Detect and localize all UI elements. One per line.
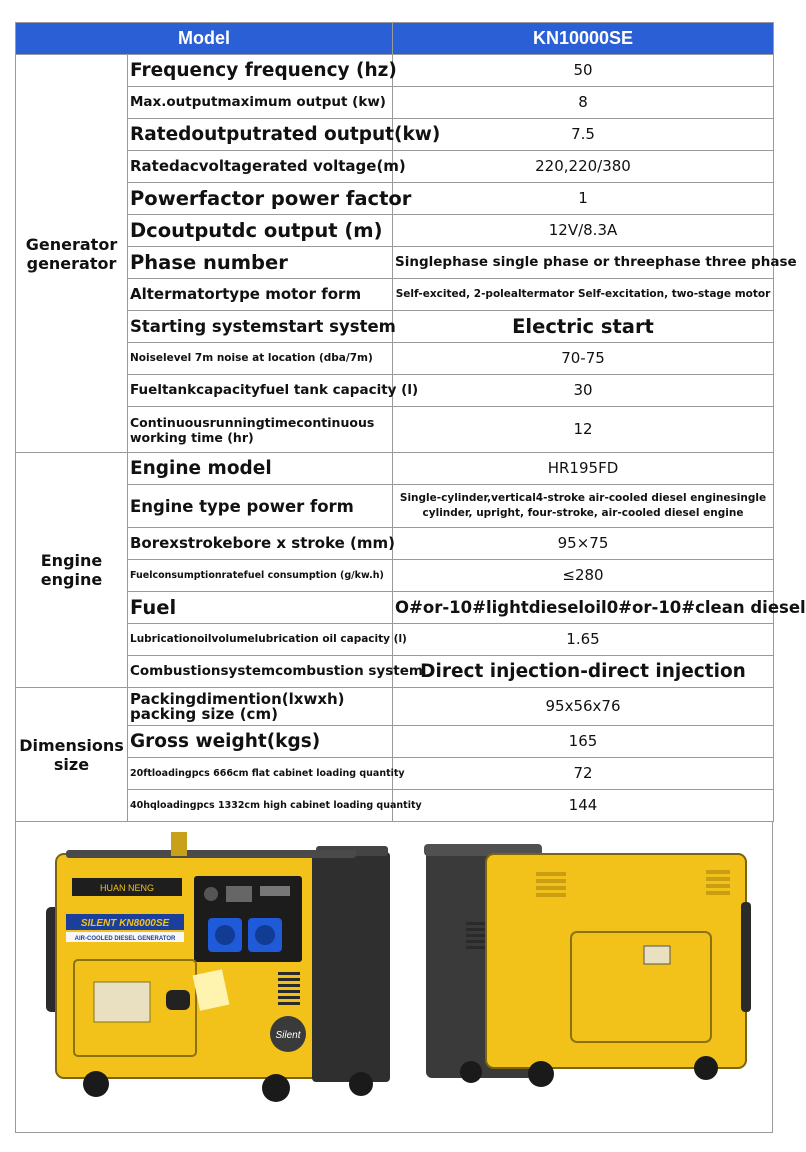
- table-row: [16, 87, 774, 119]
- silent-badge: Silent: [275, 1030, 301, 1041]
- group-generator: [16, 55, 128, 453]
- row-label: Gross weight(kgs): [128, 726, 393, 758]
- row-value: 165: [393, 726, 774, 758]
- row-label: Fueltankcapacityfuel tank capacity (l): [128, 375, 393, 407]
- table-row: [16, 311, 774, 343]
- row-label: Frequency frequency (hz): [128, 55, 393, 87]
- table-row: [16, 247, 774, 279]
- row-value: 220,220/380: [393, 151, 774, 183]
- row-value: 12V/8.3A: [393, 215, 774, 247]
- brand-label: HUAN NENG: [99, 883, 155, 893]
- table-row: [16, 453, 774, 485]
- row-value: Self-excited, 2-polealtermator Self-excitation, two-stage motor: [393, 279, 774, 311]
- row-label: 20ftloadingpcs 666cm flat cabinet loading quantity: [128, 758, 393, 790]
- row-value: 1.65: [393, 624, 774, 656]
- row-label: Ratedacvoltagerated voltage(m): [128, 151, 393, 183]
- group-engine: [16, 453, 128, 688]
- table-row: [16, 55, 774, 87]
- table-row: [16, 343, 774, 375]
- model-badge: SILENT KN8000SE: [80, 918, 170, 929]
- group-generator-line2: generator: [26, 253, 117, 273]
- table-row: [16, 183, 774, 215]
- table-row: [16, 119, 774, 151]
- row-value: 144: [393, 790, 774, 822]
- table-row: [16, 688, 774, 726]
- generator-rear-view: [424, 844, 751, 1087]
- product-photo: [15, 822, 773, 1133]
- header-row: [16, 23, 774, 55]
- group-dimensions: [16, 688, 128, 822]
- row-value: 95×75: [393, 528, 774, 560]
- row-label: Combustionsystemcombustion system: [128, 656, 393, 688]
- row-value: O#or-10#lightdieseloil0#or-10#clean diesel: [393, 592, 774, 624]
- row-label: Fuel: [128, 592, 393, 624]
- row-label: Altermatortype motor form: [128, 279, 393, 311]
- group-engine-line1: Engine: [40, 551, 103, 570]
- group-dimensions-line1: Dimensions: [19, 735, 124, 755]
- row-label: Phase number: [128, 247, 393, 279]
- table-row: [16, 215, 774, 247]
- group-dimensions-line2: size: [53, 754, 90, 774]
- table-row: [16, 726, 774, 758]
- row-label: Lubricationoilvolumelubrication oil capacity (l): [128, 624, 393, 656]
- table-row: [16, 485, 774, 528]
- spec-sheet: [15, 22, 806, 1133]
- table-row: [16, 279, 774, 311]
- table-row: [16, 758, 774, 790]
- row-label: Fuelconsumptionratefuel consumption (g/kw.h): [128, 560, 393, 592]
- group-engine-line2: engine: [40, 570, 103, 589]
- row-value: Singlephase single phase or threephase three phase: [393, 247, 774, 279]
- table-row: [16, 407, 774, 453]
- row-value: 12: [393, 407, 774, 453]
- row-value: Electric start: [393, 311, 774, 343]
- table-row: [16, 592, 774, 624]
- row-value: 1: [393, 183, 774, 215]
- row-value: 50: [393, 55, 774, 87]
- table-row: [16, 560, 774, 592]
- row-value: 70-75: [393, 343, 774, 375]
- row-label: Engine model: [128, 453, 393, 485]
- row-value: Single-cylinder,vertical4-stroke air-cooled diesel enginesingle cylinder, upright, four-stroke, air-cooled diesel engine: [393, 485, 774, 528]
- row-label: Max.outputmaximum output (kw): [128, 87, 393, 119]
- table-row: [16, 528, 774, 560]
- row-value: 72: [393, 758, 774, 790]
- model-value: KN10000SE: [393, 23, 774, 55]
- table-row: [16, 790, 774, 822]
- subtitle-label: AIR-COOLED DIESEL GENERATOR: [74, 936, 176, 942]
- table-row: [16, 624, 774, 656]
- row-label: Packingdimention(lxwxh) packing size (cm): [128, 688, 393, 726]
- group-generator-line1: Generator: [25, 234, 118, 254]
- row-value: HR195FD: [393, 453, 774, 485]
- row-label: 40hqloadingpcs 1332cm high cabinet loading quantity: [128, 790, 393, 822]
- row-value: Direct injection-direct injection: [393, 656, 774, 688]
- spec-table: [15, 22, 806, 822]
- row-label: Continuousrunningtimecontinuous working time (hr): [128, 407, 393, 453]
- row-value: 8: [393, 87, 774, 119]
- generator-front-view: [46, 832, 390, 1102]
- row-label: Powerfactor power factor: [128, 183, 393, 215]
- model-label: Model: [16, 23, 393, 55]
- row-label: Noiselevel 7m noise at location (dba/7m): [128, 343, 393, 375]
- row-value: 30: [393, 375, 774, 407]
- row-label: Starting systemstart system: [128, 311, 393, 343]
- row-value: 95x56x76: [393, 688, 774, 726]
- table-row: [16, 151, 774, 183]
- row-label: Borexstrokebore x stroke (mm): [128, 528, 393, 560]
- row-label: Engine type power form: [128, 485, 393, 528]
- table-row: [16, 375, 774, 407]
- table-row: [16, 656, 774, 688]
- row-value: ≤280: [393, 560, 774, 592]
- generator-illustration: [16, 822, 772, 1132]
- row-value: 7.5: [393, 119, 774, 151]
- row-label: Dcoutputdc output (m): [128, 215, 393, 247]
- row-label: Ratedoutputrated output(kw): [128, 119, 393, 151]
